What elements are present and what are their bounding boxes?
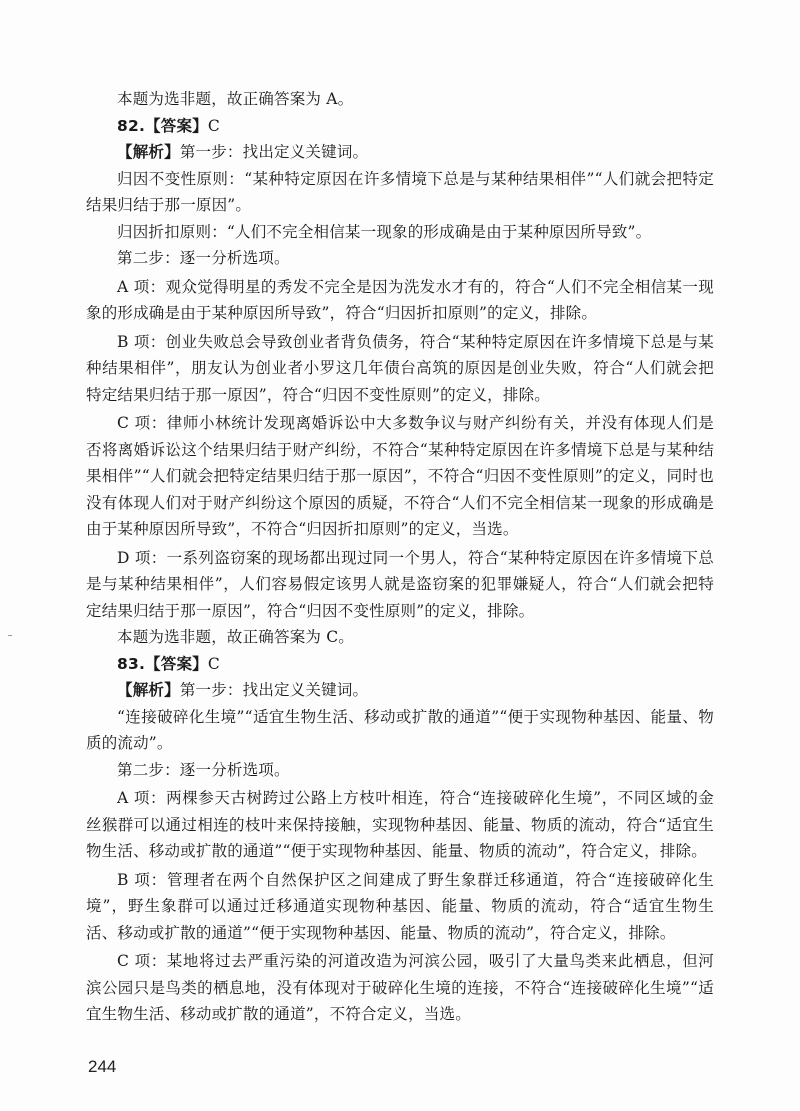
paragraph: 第二步：逐一分析选项。 bbox=[117, 760, 290, 779]
option-d-analysis: D 项：一系列盗窃案的现场都出现过同一个男人，符合“某种特定原因在许多情境下总是与某种结果相伴”，人们容易假定该男人就是盗窃案的犯罪嫌疑人，符合“人们就会把特定结果归结于那一原因”，符合“归因不变性原则”的定义，排除。 bbox=[86, 548, 714, 620]
analysis-label: 【解析】 bbox=[117, 143, 180, 161]
answer-line-82: 82.【答案】C bbox=[117, 116, 220, 135]
option-c-analysis: C 项：某地将过去严重污染的河道改造为河滨公园，吸引了大量鸟类来此栖息，但河滨公园只是鸟类的栖息地，没有体现对于破碎化生境的连接，不符合“连接破碎化生境”“适宜生物生活、移动或扩散的通道”，不符合定义，当选。 bbox=[86, 952, 714, 1023]
analysis-label: 【解析】 bbox=[117, 681, 180, 699]
analysis-line: 【解析】第一步：找出定义关键词。 bbox=[117, 681, 369, 699]
answer-line-83: 83.【答案】C bbox=[117, 654, 220, 673]
paragraph: 第二步：逐一分析选项。 bbox=[117, 249, 290, 267]
option-b-analysis: B 项：创业失败总会导致创业者背负债务，符合“某种特定原因在许多情境下总是与某种结果相伴”，朋友认为创业者小罗这几年债台高筑的原因是创业失败，符合“人们就会把特定结果归结于那一原因”，符合“归因不变性原则”的定义，排除。 bbox=[86, 332, 714, 404]
paragraph: “连接破碎化生境”“适宜生物生活、移动或扩散的通道”“便于实现物种基因、能量、物质的流动”。 bbox=[86, 707, 714, 752]
paragraph: 本题为选非题，故正确答案为 A。 bbox=[117, 90, 354, 108]
option-b-analysis: B 项：管理者在两个自然保护区之间建成了野生象群迁移通道，符合“连接破碎化生境”，野生象群可以通过迁移通道实现物种基因、能量、物质的流动，符合“适宜生物生活、移动或扩散的通道”“便于实现物种基因、能量、物质的流动”，符合定义，排除。 bbox=[86, 870, 714, 942]
option-a-analysis: A 项：两棵参天古树跨过公路上方枝叶相连，符合“连接破碎化生境”，不同区域的金丝猴群可以通过相连的枝叶来保持接触，实现物种基因、能量、物质的流动，符合“适宜生物生活、移动或扩散的通道”“便于实现物种基因、能量、物质的流动”，符合定义，排除。 bbox=[86, 789, 714, 860]
analysis-line: 【解析】第一步：找出定义关键词。 bbox=[117, 143, 369, 161]
paragraph: 本题为选非题，故正确答案为 C。 bbox=[117, 628, 354, 646]
option-c-analysis: C 项：律师小林统计发现离婚诉讼中大多数争议与财产纠纷有关，并没有体现人们是否将离婚诉讼这个结果归结于财产纠纷，不符合“某种特定原因在许多情境下总是与某种结果相伴”“人们就会把特定结果归结于那一原因”，不符合“归因不变性原则”的定义，同时也没有体现人们对于财产纠纷这个原因的质疑，不符合“人们不完全相信某一现象的形成确是由于某种原因所导致”，不符合“归因折扣原则”的定义，当选。 bbox=[86, 414, 714, 538]
paragraph: 归因不变性原则：“某种特定原因在许多情境下总是与某种结果相伴”“人们就会把特定结果归结于那一原因”。 bbox=[86, 169, 714, 214]
option-a-analysis: A 项：观众觉得明星的秀发不完全是因为洗发水才有的，符合“人们不完全相信某一现象的形成确是由于某种原因所导致”，符合“归因折扣原则”的定义，排除。 bbox=[86, 277, 714, 322]
page-content bbox=[86, 86, 714, 1028]
margin-mark bbox=[8, 635, 12, 636]
page-number: 244 bbox=[88, 1057, 117, 1076]
paragraph: 归因折扣原则：“人们不完全相信某一现象的形成确是由于某种原因所导致”。 bbox=[117, 222, 652, 241]
answer-label: 82.【答案】 bbox=[117, 116, 208, 135]
answer-label: 83.【答案】 bbox=[117, 654, 208, 673]
